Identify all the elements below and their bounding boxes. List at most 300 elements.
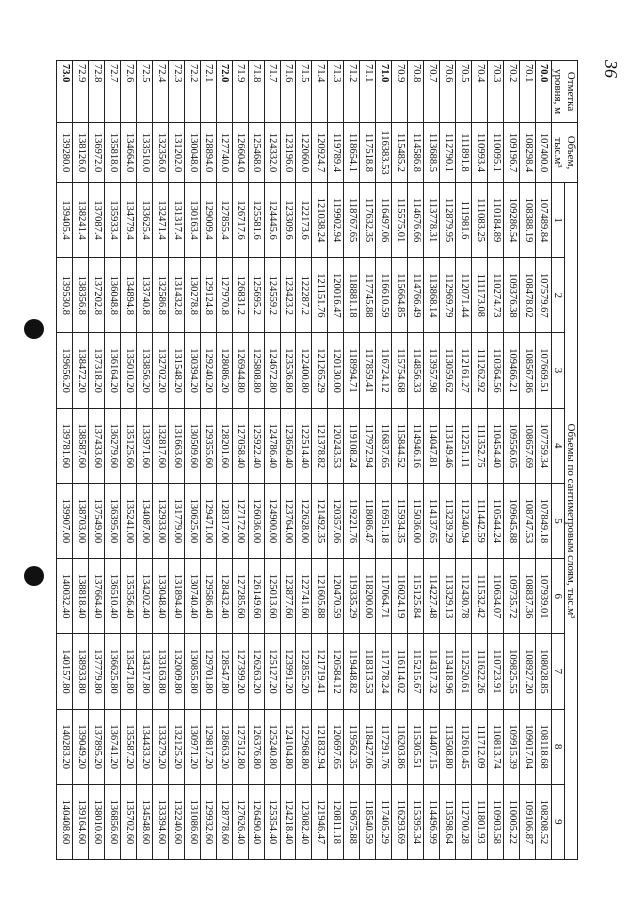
cell-layer-volume: 107849.18 [535, 483, 551, 558]
cell-layer-volume: 136510.40 [105, 559, 121, 634]
cell-volume: 122060.0 [296, 123, 312, 183]
cell-level: 72.5 [136, 61, 152, 123]
cell-layer-volume: 118881.18 [344, 258, 360, 333]
cell-volume: 131202.0 [168, 123, 184, 183]
cell-volume: 116383.53 [376, 123, 392, 183]
cell-layer-volume: 127970.8 [216, 258, 232, 333]
cell-layer-volume: 127855.4 [216, 183, 232, 258]
cell-level: 72.7 [105, 61, 121, 123]
cell-layer-volume: 123082.40 [296, 784, 312, 859]
cell-layer-volume: 110903.58 [487, 784, 503, 859]
table-row [535, 61, 551, 860]
header-subcolumn: 2 [551, 258, 564, 333]
cell-layer-volume: 128201.60 [216, 408, 232, 483]
table-header [551, 61, 577, 860]
cell-layer-volume: 132009.80 [168, 634, 184, 709]
cell-layer-volume: 118994.71 [344, 333, 360, 408]
cell-layer-volume: 114676.66 [408, 183, 424, 258]
cell-layer-volume: 137087.4 [89, 183, 105, 258]
cell-layer-volume: 107939.01 [535, 559, 551, 634]
cell-layer-volume: 133971.60 [136, 408, 152, 483]
cell-layer-volume: 128663.20 [216, 709, 232, 784]
cell-layer-volume: 137664.40 [89, 559, 105, 634]
cell-layer-volume: 130740.40 [184, 559, 200, 634]
cell-layer-volume: 131548.20 [168, 333, 184, 408]
cell-layer-volume: 114946.16 [408, 408, 424, 483]
cell-layer-volume: 109017.04 [519, 709, 535, 784]
cell-layer-volume: 138933.80 [73, 634, 89, 709]
cell-volume: 110095.1 [487, 123, 503, 183]
cell-layer-volume: 140283.20 [56, 709, 72, 784]
cell-layer-volume: 124104.80 [280, 709, 296, 784]
cell-layer-volume: 121605.88 [312, 559, 328, 634]
cell-level: 70.0 [535, 61, 551, 123]
cell-layer-volume: 111083.25 [471, 183, 487, 258]
cell-layer-volume: 114137.65 [424, 483, 440, 558]
cell-volume: 124332.0 [264, 123, 280, 183]
table-row [471, 61, 487, 860]
cell-layer-volume: 131086.60 [184, 784, 200, 859]
cell-layer-volume: 129124.8 [200, 258, 216, 333]
cell-layer-volume: 126376.80 [248, 709, 264, 784]
cell-layer-volume: 125127.20 [264, 634, 280, 709]
cell-layer-volume: 128432.40 [216, 559, 232, 634]
cell-layer-volume: 124559.2 [264, 258, 280, 333]
cell-layer-volume: 115395.34 [408, 784, 424, 859]
cell-layer-volume: 135587.20 [120, 709, 136, 784]
cell-layer-volume: 116837.65 [376, 408, 392, 483]
cell-layer-volume: 115575.01 [392, 183, 408, 258]
cell-layer-volume: 121492.35 [312, 483, 328, 558]
cell-layer-volume: 127172.00 [232, 483, 248, 558]
cell-layer-volume: 119902.94 [328, 183, 344, 258]
cell-layer-volume: 108118.68 [535, 709, 551, 784]
cell-layer-volume: 110454.40 [487, 408, 503, 483]
table-row [264, 61, 280, 860]
cell-layer-volume: 139049.20 [73, 709, 89, 784]
cell-layer-volume: 131894.40 [168, 559, 184, 634]
cell-layer-volume: 136856.60 [105, 784, 121, 859]
cell-layer-volume: 113598.64 [440, 784, 456, 859]
cell-volume: 132356.0 [152, 123, 168, 183]
cell-layer-volume: 111442.59 [471, 483, 487, 558]
cell-layer-volume: 118313.53 [360, 634, 376, 709]
table-row [328, 61, 344, 860]
cell-layer-volume: 134894.8 [120, 258, 136, 333]
cell-layer-volume: 137779.80 [89, 634, 105, 709]
page-number: 36 [601, 60, 621, 78]
cell-layer-volume: 124672.80 [264, 333, 280, 408]
cell-layer-volume: 123423.2 [280, 258, 296, 333]
cell-level: 71.3 [328, 61, 344, 123]
cell-layer-volume: 122968.80 [296, 709, 312, 784]
cell-layer-volume: 116951.18 [376, 483, 392, 558]
cell-layer-volume: 130971.20 [184, 709, 200, 784]
cell-layer-volume: 115934.35 [392, 483, 408, 558]
cell-layer-volume: 136048.8 [105, 258, 121, 333]
cell-layer-volume: 129817.20 [200, 709, 216, 784]
cell-layer-volume: 110274.73 [487, 258, 503, 333]
cell-layer-volume: 137549.00 [89, 483, 105, 558]
table-row [456, 61, 472, 860]
cell-layer-volume: 132125.20 [168, 709, 184, 784]
cell-layer-volume: 130394.20 [184, 333, 200, 408]
cell-layer-volume: 110005.22 [503, 784, 519, 859]
cell-layer-volume: 119335.29 [344, 559, 360, 634]
cell-layer-volume: 120016.47 [328, 258, 344, 333]
cell-layer-volume: 119108.24 [344, 408, 360, 483]
cell-layer-volume: 139164.60 [73, 784, 89, 859]
cell-layer-volume: 108747.53 [519, 483, 535, 558]
table-row [392, 61, 408, 860]
cell-layer-volume: 140408.60 [56, 784, 72, 859]
table-row [424, 61, 440, 860]
cell-level: 72.2 [184, 61, 200, 123]
cell-layer-volume: 109645.88 [503, 483, 519, 558]
cell-layer-volume: 111712.09 [471, 709, 487, 784]
cell-layer-volume: 118767.65 [344, 183, 360, 258]
cell-layer-volume: 119221.76 [344, 483, 360, 558]
cell-layer-volume: 131317.4 [168, 183, 184, 258]
cell-layer-volume: 111532.42 [471, 559, 487, 634]
cell-layer-volume: 136625.80 [105, 634, 121, 709]
cell-layer-volume: 133625.4 [136, 183, 152, 258]
cell-layer-volume: 128317.00 [216, 483, 232, 558]
cell-layer-volume: 112520.61 [456, 634, 472, 709]
cell-layer-volume: 109106.87 [519, 784, 535, 859]
cell-level: 71.6 [280, 61, 296, 123]
cell-layer-volume: 121832.94 [312, 709, 328, 784]
cell-layer-volume: 137202.8 [89, 258, 105, 333]
cell-layer-volume: 139781.60 [56, 408, 72, 483]
table-row [503, 61, 519, 860]
cell-layer-volume: 136164.20 [105, 333, 121, 408]
cell-layer-volume: 123650.40 [280, 408, 296, 483]
cell-layer-volume: 123991.20 [280, 634, 296, 709]
punch-hole [24, 566, 44, 586]
cell-layer-volume: 107669.51 [535, 333, 551, 408]
cell-layer-volume: 116024.19 [392, 559, 408, 634]
cell-volume: 138126.0 [73, 123, 89, 183]
table-row [200, 61, 216, 860]
header-level: Отметка уровня, м [551, 61, 577, 123]
table-row [408, 61, 424, 860]
cell-level: 71.4 [312, 61, 328, 123]
cell-layer-volume: 114766.49 [408, 258, 424, 333]
cell-volume: 130048.0 [184, 123, 200, 183]
cell-layer-volume: 115036.00 [408, 483, 424, 558]
cell-layer-volume: 109286.54 [503, 183, 519, 258]
table-row [216, 61, 232, 860]
cell-level: 72.3 [168, 61, 184, 123]
cell-layer-volume: 121946.47 [312, 784, 328, 859]
cell-layer-volume: 111622.26 [471, 634, 487, 709]
cell-layer-volume: 133856.20 [136, 333, 152, 408]
cell-layer-volume: 120470.59 [328, 559, 344, 634]
cell-volume: 118654.1 [344, 123, 360, 183]
cell-volume: 123196.0 [280, 123, 296, 183]
table-row [89, 61, 105, 860]
cell-layer-volume: 108388.19 [519, 183, 535, 258]
cell-level: 70.5 [456, 61, 472, 123]
table-row [56, 61, 72, 860]
cell-volume: 127740.0 [216, 123, 232, 183]
cell-layer-volume: 112340.94 [456, 483, 472, 558]
table-row [232, 61, 248, 860]
cell-level: 73.0 [56, 61, 72, 123]
cell-layer-volume: 126490.40 [248, 784, 264, 859]
cell-layer-volume: 124445.6 [264, 183, 280, 258]
cell-layer-volume: 121151.76 [312, 258, 328, 333]
header-volume: Объем, тыс.м³ [551, 123, 577, 183]
cell-layer-volume: 135010.20 [120, 333, 136, 408]
cell-layer-volume: 130163.4 [184, 183, 200, 258]
cell-layer-volume: 128778.60 [216, 784, 232, 859]
cell-layer-volume: 120697.65 [328, 709, 344, 784]
cell-level: 70.9 [392, 61, 408, 123]
cell-layer-volume: 132702.20 [152, 333, 168, 408]
cell-layer-volume: 129471.00 [200, 483, 216, 558]
table-row [312, 61, 328, 860]
cell-layer-volume: 132817.60 [152, 408, 168, 483]
cell-layer-volume: 130625.00 [184, 483, 200, 558]
cell-layer-volume: 126944.80 [232, 333, 248, 408]
cell-layer-volume: 134779.4 [120, 183, 136, 258]
cell-layer-volume: 129009.4 [200, 183, 216, 258]
cell-layer-volume: 117064.71 [376, 559, 392, 634]
cell-layer-volume: 115754.68 [392, 333, 408, 408]
cell-layer-volume: 125808.80 [248, 333, 264, 408]
cell-layer-volume: 112251.11 [456, 408, 472, 483]
cell-layer-volume: 122287.2 [296, 258, 312, 333]
cell-layer-volume: 125240.80 [264, 709, 280, 784]
table-row [184, 61, 200, 860]
cell-layer-volume: 112430.78 [456, 559, 472, 634]
cell-layer-volume: 127626.40 [232, 784, 248, 859]
cell-layer-volume: 112161.27 [456, 333, 472, 408]
cell-layer-volume: 108208.52 [535, 784, 551, 859]
cell-layer-volume: 121378.82 [312, 408, 328, 483]
cell-layer-volume: 113868.14 [424, 258, 440, 333]
cell-layer-volume: 126717.6 [232, 183, 248, 258]
cell-layer-volume: 138818.40 [73, 559, 89, 634]
cell-layer-volume: 117178.24 [376, 634, 392, 709]
cell-layer-volume: 132933.00 [152, 483, 168, 558]
header-subcolumn: 6 [551, 559, 564, 634]
cell-volume: 112790.1 [440, 123, 456, 183]
cell-layer-volume: 110544.24 [487, 483, 503, 558]
cell-layer-volume: 114047.81 [424, 408, 440, 483]
cell-layer-volume: 115125.84 [408, 559, 424, 634]
cell-layer-volume: 134202.40 [136, 559, 152, 634]
cell-layer-volume: 120357.06 [328, 483, 344, 558]
cell-layer-volume: 119448.82 [344, 634, 360, 709]
cell-layer-volume: 117405.29 [376, 784, 392, 859]
cell-layer-volume: 127512.80 [232, 709, 248, 784]
cell-layer-volume: 122855.20 [296, 634, 312, 709]
cell-volume: 125468.0 [248, 123, 264, 183]
cell-layer-volume: 122400.80 [296, 333, 312, 408]
cell-layer-volume: 109466.21 [503, 333, 519, 408]
cell-layer-volume: 122173.6 [296, 183, 312, 258]
cell-level: 72.9 [73, 61, 89, 123]
cell-layer-volume: 125013.60 [264, 559, 280, 634]
cell-layer-volume: 108657.69 [519, 408, 535, 483]
table-row [73, 61, 89, 860]
cell-layer-volume: 130509.60 [184, 408, 200, 483]
cell-layer-volume: 112879.95 [440, 183, 456, 258]
cell-volume: 113688.5 [424, 123, 440, 183]
table-row [376, 61, 392, 860]
cell-layer-volume: 133740.8 [136, 258, 152, 333]
cell-layer-volume: 121265.29 [312, 333, 328, 408]
cell-volume: 134664.0 [120, 123, 136, 183]
cell-layer-volume: 116114.02 [392, 634, 408, 709]
cell-layer-volume: 129701.80 [200, 634, 216, 709]
cell-layer-volume: 127285.60 [232, 559, 248, 634]
header-subcolumn: 9 [551, 784, 564, 859]
cell-layer-volume: 133048.40 [152, 559, 168, 634]
cell-layer-volume: 117972.94 [360, 408, 376, 483]
table-row [296, 61, 312, 860]
cell-layer-volume: 119562.35 [344, 709, 360, 784]
table-row [168, 61, 184, 860]
cell-layer-volume: 129932.60 [200, 784, 216, 859]
cell-level: 70.4 [471, 61, 487, 123]
cell-layer-volume: 135241.00 [120, 483, 136, 558]
cell-layer-volume: 118427.06 [360, 709, 376, 784]
cell-layer-volume: 134087.00 [136, 483, 152, 558]
cell-layer-volume: 113059.62 [440, 333, 456, 408]
cell-layer-volume: 120811.18 [328, 784, 344, 859]
cell-layer-volume: 118086.47 [360, 483, 376, 558]
cell-level: 71.0 [376, 61, 392, 123]
cell-layer-volume: 140157.80 [56, 634, 72, 709]
cell-layer-volume: 110813.74 [487, 709, 503, 784]
cell-layer-volume: 116293.69 [392, 784, 408, 859]
cell-level: 70.7 [424, 61, 440, 123]
cell-layer-volume: 125922.40 [248, 408, 264, 483]
cell-layer-volume: 114496.99 [424, 784, 440, 859]
table-row [152, 61, 168, 860]
cell-layer-volume: 126149.60 [248, 559, 264, 634]
cell-level: 70.1 [519, 61, 535, 123]
cell-layer-volume: 108837.36 [519, 559, 535, 634]
cell-level: 72.0 [216, 61, 232, 123]
cell-volume: 126604.0 [232, 123, 248, 183]
cell-layer-volume: 110184.89 [487, 183, 503, 258]
cell-volume: 133510.0 [136, 123, 152, 183]
cell-layer-volume: 114317.32 [424, 634, 440, 709]
cell-layer-volume: 120584.12 [328, 634, 344, 709]
cell-level: 71.1 [360, 61, 376, 123]
cell-layer-volume: 109735.72 [503, 559, 519, 634]
cell-layer-volume: 126831.2 [232, 258, 248, 333]
cell-layer-volume: 134433.20 [136, 709, 152, 784]
table-row [248, 61, 264, 860]
cell-volume: 120924.7 [312, 123, 328, 183]
cell-layer-volume: 138587.60 [73, 408, 89, 483]
cell-level: 71.8 [248, 61, 264, 123]
cell-layer-volume: 138356.8 [73, 258, 89, 333]
cell-level: 70.2 [503, 61, 519, 123]
cell-layer-volume: 115664.85 [392, 258, 408, 333]
cell-volume: 136972.0 [89, 123, 105, 183]
cell-layer-volume: 113329.13 [440, 559, 456, 634]
cell-volume: 111891.8 [456, 123, 472, 183]
cell-volume: 107400.0 [535, 123, 551, 183]
cell-layer-volume: 123877.60 [280, 559, 296, 634]
cell-layer-volume: 138241.4 [73, 183, 89, 258]
cell-layer-volume: 109556.05 [503, 408, 519, 483]
cell-layer-volume: 124900.00 [264, 483, 280, 558]
table-row [280, 61, 296, 860]
cell-layer-volume: 127058.40 [232, 408, 248, 483]
cell-layer-volume: 129355.60 [200, 408, 216, 483]
cell-layer-volume: 125695.2 [248, 258, 264, 333]
cell-layer-volume: 137895.20 [89, 709, 105, 784]
table-row [440, 61, 456, 860]
cell-layer-volume: 115215.67 [408, 634, 424, 709]
header-subcolumn: 4 [551, 408, 564, 483]
cell-volume: 115485.2 [392, 123, 408, 183]
cell-layer-volume: 125581.6 [248, 183, 264, 258]
cell-layer-volume: 117745.88 [360, 258, 376, 333]
cell-layer-volume: 108567.86 [519, 333, 535, 408]
cell-layer-volume: 134317.80 [136, 634, 152, 709]
cell-layer-volume: 114407.15 [424, 709, 440, 784]
table-row [136, 61, 152, 860]
cell-layer-volume: 114227.48 [424, 559, 440, 634]
cell-layer-volume: 133163.80 [152, 634, 168, 709]
cell-volume: 109196.7 [503, 123, 519, 183]
cell-level: 71.9 [232, 61, 248, 123]
cell-level: 72.6 [120, 61, 136, 123]
cell-layer-volume: 113418.96 [440, 634, 456, 709]
cell-layer-volume: 117632.35 [360, 183, 376, 258]
cell-layer-volume: 112610.45 [456, 709, 472, 784]
cell-level: 72.4 [152, 61, 168, 123]
table-row [519, 61, 535, 860]
cell-layer-volume: 116610.59 [376, 258, 392, 333]
header-row-1 [564, 61, 577, 860]
cell-layer-volume: 138010.60 [89, 784, 105, 859]
cell-layer-volume: 112071.44 [456, 258, 472, 333]
cell-volume: 114586.8 [408, 123, 424, 183]
cell-layer-volume: 118200.00 [360, 559, 376, 634]
cell-level: 70.6 [440, 61, 456, 123]
cell-level: 71.7 [264, 61, 280, 123]
cell-layer-volume: 119675.88 [344, 784, 360, 859]
cell-volume: 139280.0 [56, 123, 72, 183]
cell-layer-volume: 113508.80 [440, 709, 456, 784]
cell-layer-volume: 120130.00 [328, 333, 344, 408]
cell-layer-volume: 139907.00 [56, 483, 72, 558]
cell-layer-volume: 133394.60 [152, 784, 168, 859]
cell-layer-volume: 112700.28 [456, 784, 472, 859]
cell-layer-volume: 136395.00 [105, 483, 121, 558]
cell-layer-volume: 128547.80 [216, 634, 232, 709]
cell-level: 70.8 [408, 61, 424, 123]
cell-layer-volume: 120243.53 [328, 408, 344, 483]
cell-layer-volume: 114856.33 [408, 333, 424, 408]
cell-layer-volume: 107489.84 [535, 183, 551, 258]
cell-layer-volume: 135356.40 [120, 559, 136, 634]
table-row [360, 61, 376, 860]
cell-layer-volume: 138703.00 [73, 483, 89, 558]
cell-layer-volume: 107759.34 [535, 408, 551, 483]
cell-layer-volume: 121719.41 [312, 634, 328, 709]
